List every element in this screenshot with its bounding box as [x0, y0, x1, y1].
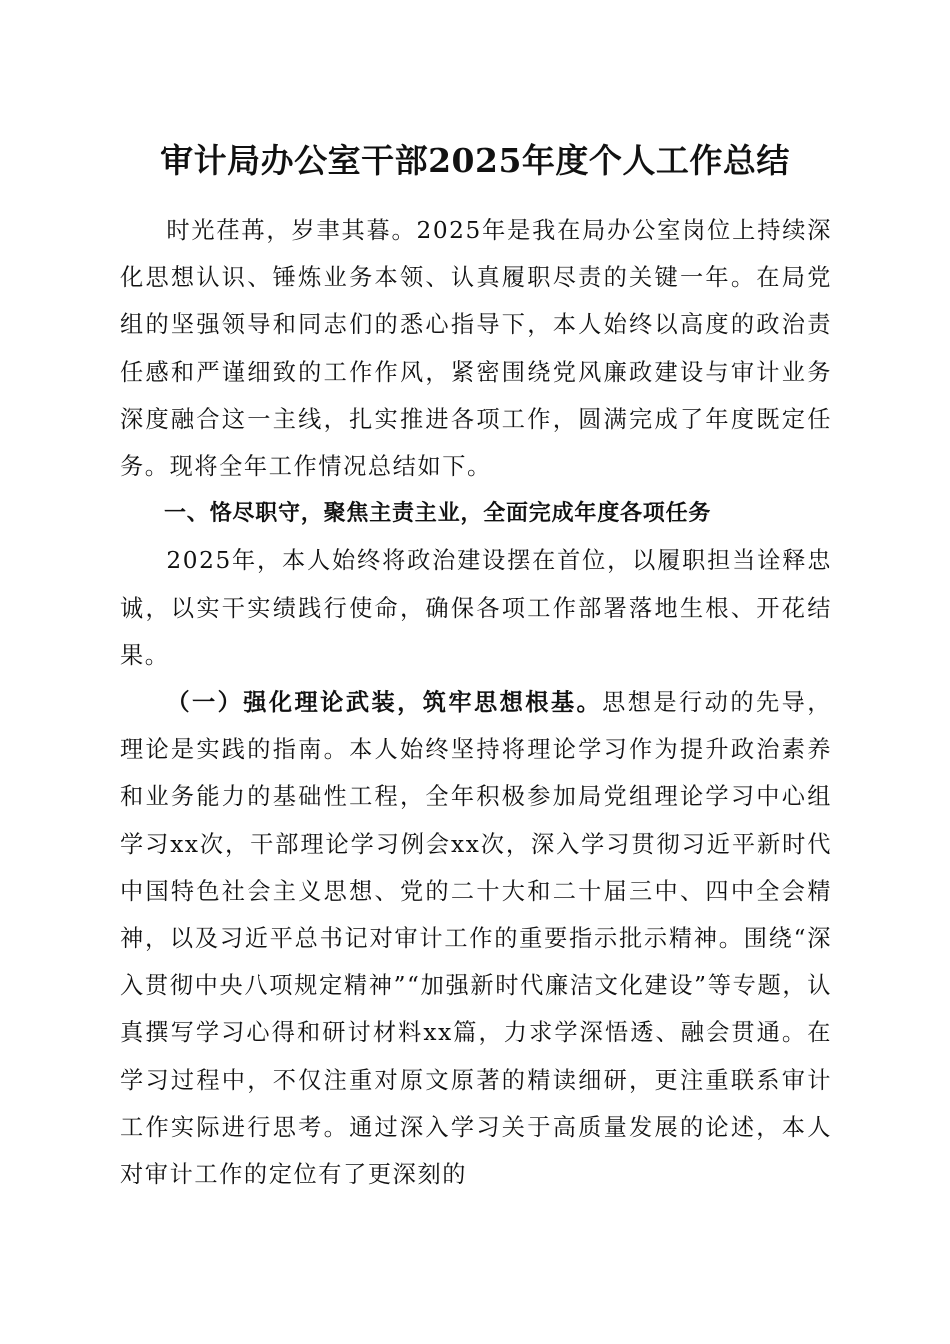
subsection-1-lead: （一）强化理论武装，筑牢思想根基。: [166, 689, 603, 717]
document-title: 审计局办公室干部2025年度个人工作总结: [160, 141, 790, 180]
subsection-1-paragraph: [120, 679, 832, 1198]
intro-paragraph: 时光荏苒，岁聿其暮。2025年是我在局办公室岗位上持续深化思想认识、锤炼业务本领、认真履职尽责的关键一年。在局党组的坚强领导和同志们的悉心指导下，本人始终以高度的政治责任感和严谨细致的工作作风，紧密围绕党风廉政建设与审计业务深度融合这一主线，扎实推进各项工作，圆满完成了年度既定任务。现将全年工作情况总结如下。: [120, 217, 832, 481]
section-heading-1: 一、恪尽职守，聚焦主责主业，全面完成年度各项任务: [164, 501, 712, 527]
document-body: [120, 207, 832, 1198]
section-1-paragraph: 2025年，本人始终将政治建设摆在首位，以履职担当诠释忠诚，以实干实绩践行使命，确保各项工作部署落地生根、开花结果。: [120, 547, 832, 669]
subsection-1-text: 思想是行动的先导，理论是实践的指南。本人始终坚持将理论学习作为提升政治素养和业务能力的基础性工程，全年积极参加局党组理论学习中心组学习xx次，干部理论学习例会xx次，深入学习贯彻习近平新时代中国特色社会主义思想、党的二十大和二十届三中、四中全会精神，以及习近平总书记对审计工作的重要指示批示精神。围绕“深入贯彻中央八项规定精神”“加强新时代廉洁文化建设”等专题，认真撰写学习心得和研讨材料xx篇，力求学深悟透、融会贯通。在学习过程中，不仅注重对原文原著的精读细研，更注重联系审计工作实际进行思考。通过深入学习关于高质量发展的论述，本人对审计工作的定位有了更深刻的: [120, 689, 833, 1189]
